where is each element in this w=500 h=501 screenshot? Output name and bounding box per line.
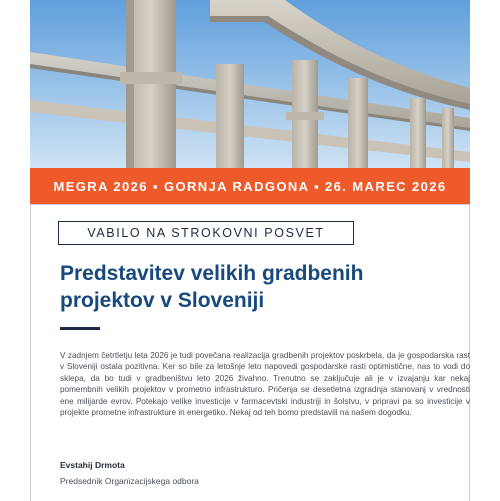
title-underline — [60, 327, 100, 330]
signatory-role: Predsednik Organizacijskega odbora — [60, 476, 199, 486]
invitation-card — [30, 0, 470, 500]
banner-text: MEGRA 2026 ▪ GORNJA RADGONA ▪ 26. MAREC 2026 — [53, 178, 447, 194]
page-title — [60, 260, 460, 314]
title-line-2: projektov v Sloveniji — [60, 289, 265, 312]
intro-paragraph: V zadnjem četrtletju leta 2026 je tudi povečana realizacija gradbenih projektov poskrbela, da je gospodarska rast v Sloveniji ostala pozitivna. Ker so bile za letošnje leto napovedi gospodarske rasti optimistične, nas to vodi do sklepa, da bo tudi v gradbeništvu leto 2026 živahno. Trenutno se zaključuje ali je v izvajanju kar nekaj pomembnih velikih projektov v prometno infrastrukturo. Pričenja se desetletna izgradnja stanovanj v vrednosti ene milijarde evrov. Potekajo velike investicije v farmacevtski industriji in šolstvu, v pripravi pa so investicije v projekte prometne infrastrukture in energetiko. Nekaj od teh bomo predstavili na našem dogodku. — [60, 351, 470, 418]
invitation-label-box — [58, 221, 354, 245]
event-banner — [30, 168, 470, 204]
signatory-name: Evstahij Drmota — [60, 460, 125, 470]
title-line-1: Predstavitev velikih gradbenih — [60, 262, 364, 285]
invitation-label: VABILO NA STROKOVNI POSVET — [87, 226, 325, 240]
hero-image — [30, 0, 470, 168]
bridge-photo — [30, 0, 470, 168]
